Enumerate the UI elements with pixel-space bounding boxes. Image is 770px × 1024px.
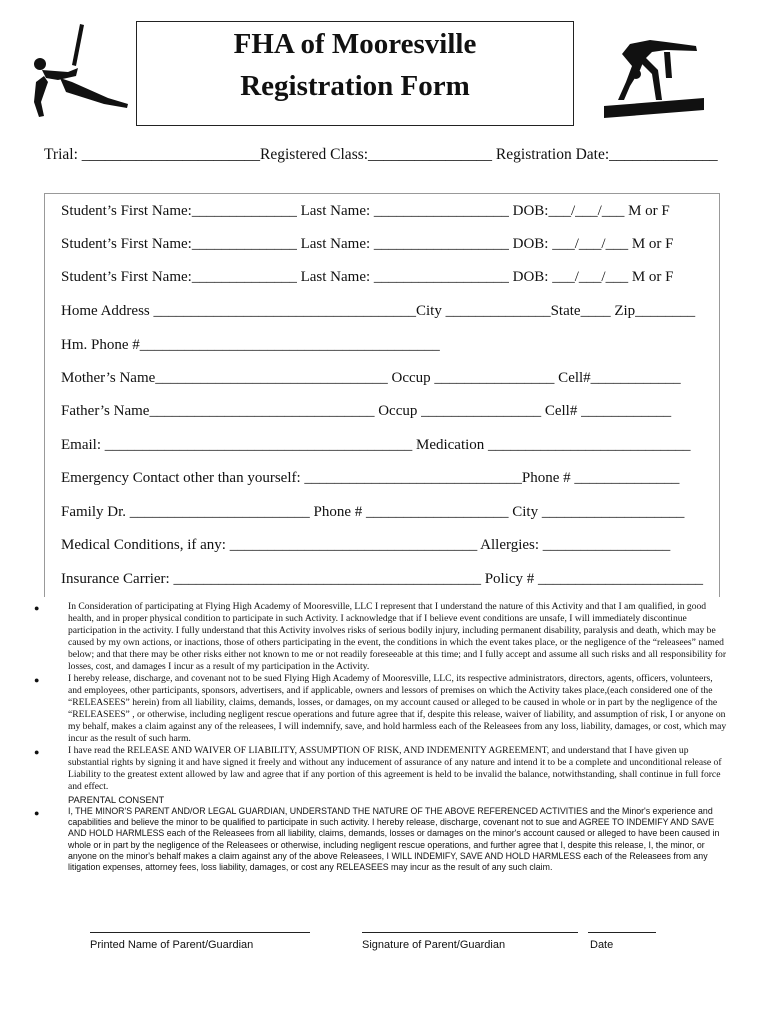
bullet-icon: ● bbox=[34, 603, 40, 613]
page-title: FHA of Mooresville bbox=[233, 28, 477, 60]
bullet-icon: ● bbox=[34, 747, 40, 757]
mother-row[interactable]: Mother’s Name_______________________________ Occup ________________ Cell#____________ bbox=[61, 370, 681, 386]
student-row-2[interactable]: Student’s First Name:______________ Last Name: __________________ DOB: ___/___/___ M or F bbox=[61, 236, 674, 252]
title-box bbox=[136, 21, 574, 126]
printed-name-line[interactable] bbox=[90, 932, 310, 933]
home-address-row[interactable]: Home Address ___________________________________City ______________State____ Zip________ bbox=[61, 303, 696, 319]
medical-conditions-row[interactable]: Medical Conditions, if any: _________________________________ Allergies: _________________ bbox=[61, 537, 671, 553]
home-phone-row[interactable]: Hm. Phone #________________________________________ bbox=[61, 337, 440, 353]
trial-class-date-line[interactable]: Trial: _______________________Registered Class:________________ Registration Date:______________ bbox=[44, 146, 718, 163]
parental-consent-paragraph: I, THE MINOR'S PARENT AND/OR LEGAL GUARDIAN, UNDERSTAND THE NATURE OF THE ABOVE REFERENCED ACTIVITIES and the Minor's experience and capabilities and believe the minor to be qualified to participate in such activity. I hereby release, discharge, covenant not to sue and AGREE TO INDEMIFY AND SAVE AND HOLD HARMLESS each of the Releasees from all liability, claims, demands, losses or damages on the minor's account caused or alleged to have been caused in whole or in part by the negligence of the Releasees or otherwise, including negligent rescue operations, and further agree that I, despite this release, I, the minor, or anyone on the minor's behalf makes a claim against any of the above Releasees, I WILL INDEMIFY, SAVE AND HOLD HARMLESS each of the Releasees from any litigation expenses, attorney fees, loss liability, damages, or cost any RELEASEES may incur as the result of any such claim. bbox=[68, 806, 720, 873]
gymnast-beam-icon bbox=[600, 30, 710, 118]
email-medication-row[interactable]: Email: _________________________________________ Medication ___________________________ bbox=[61, 437, 691, 453]
family-doctor-row[interactable]: Family Dr. ________________________ Phone # ___________________ City ___________________ bbox=[61, 504, 685, 520]
consideration-paragraph: In Consideration of participating at Flying High Academy of Mooresville, LLC I represent that I understand the nature of this Activity and that I am qualified, in good health, and in proper physical condition to participate in such Activity. I acknowledge that if I believe event conditions are unsafe, I will immediately discontinue participation in the activity. I fully understand that this Activity involves risks of serious bodily injury, including permanent disability, paralysis and death, which may be caused by my own actions, or inactions, those of others participating in the event, the conditions in which the event takes place, or the negligence of the “releasees” named below; and that there may be other risks either not known to me or not readily foreseeable at this time; and I fully accept and assume all such risks and all responsibility for losses, cost, and damages I incur as a result of my participation in the Activity. bbox=[68, 601, 727, 672]
emergency-contact-row[interactable]: Emergency Contact other than yourself: _____________________________Phone # ______________ bbox=[61, 470, 680, 486]
gymnast-left-icon bbox=[28, 22, 133, 120]
signature-line[interactable] bbox=[362, 932, 578, 933]
father-row[interactable]: Father’s Name______________________________ Occup ________________ Cell# ____________ bbox=[61, 403, 672, 419]
waiver-paragraph: I have read the RELEASE AND WAIVER OF LIABILITY, ASSUMPTION OF RISK, AND INDEMENITY AGREEMENT, and understand that I have given up substantial rights by signing it and have signed it freely and without any inducement of assurance of any nature and intend it to be a complete and unconditional release of Liability to the greatest extent allowed by law and agree that if any portion of this agreement is held to be invalid the balance, notwithstanding, shall continue in full force and effect. bbox=[68, 745, 722, 792]
insurance-row[interactable]: Insurance Carrier: _________________________________________ Policy # ______________________ bbox=[61, 571, 704, 587]
student-row-1[interactable]: Student’s First Name:______________ Last Name: __________________ DOB:___/___/___ M or F bbox=[61, 203, 670, 219]
printed-name-label: Printed Name of Parent/Guardian bbox=[90, 939, 254, 951]
signature-label: Signature of Parent/Guardian bbox=[362, 939, 506, 951]
date-line[interactable] bbox=[588, 932, 656, 933]
page-subtitle: Registration Form bbox=[240, 70, 470, 102]
date-label: Date bbox=[590, 939, 614, 951]
release-paragraph: I hereby release, discharge, and covenant not to be sued Flying High Academy of Mooresville, LLC, its respective administrators, directors, agents, officers, volunteers, and employees, other participants, sponsors, advertisers, and if applicable, owners and lessors of premises on which the Activity takes place,(each considered one of the “RELEASEES” herein) from all liability, claims, demands, losses, or damages, on my account caused or alleged to be caused in whole or in part by the negligence of the “RELEASEES” , or otherwise, including negligent rescue operations and future agree that if, despite this release, waiver of liability, and assumption of risk, I or anyone on my behalf, makes a claim against any of the releasees, I will indemnify, save, and hold harmless each of the Releasees from any loss, liability, damages, or cost, which may incur as the result of such harm. bbox=[68, 673, 727, 744]
student-row-3[interactable]: Student’s First Name:______________ Last Name: __________________ DOB: ___/___/___ M or F bbox=[61, 269, 674, 285]
bullet-icon: ● bbox=[34, 675, 40, 685]
parental-consent-heading: PARENTAL CONSENT bbox=[68, 794, 165, 805]
bullet-icon: ● bbox=[34, 808, 40, 818]
